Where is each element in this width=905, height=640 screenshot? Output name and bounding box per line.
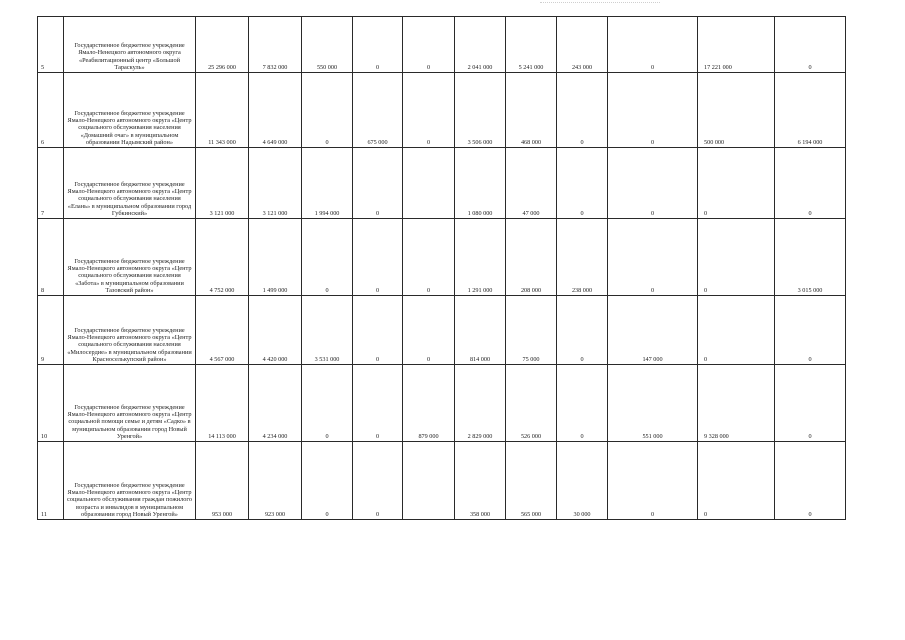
budget-table-container: [37, 16, 845, 520]
value-cell-6: 2 041 000: [455, 17, 506, 73]
value-cell-6: 3 506 000: [455, 73, 506, 148]
table-row: [38, 365, 846, 442]
row-number-cell: 10: [38, 365, 64, 442]
value-cell-11: 3 015 000: [775, 219, 846, 296]
value-cell-5: 879 000: [403, 365, 455, 442]
row-number-cell: 6: [38, 73, 64, 148]
institution-name-cell: Государственное бюджетное учреждение Ямало-Ненецкого автономного округа «Центр социального обслуживания населения «Забота» в муниципальном образовании Тазовский район»: [64, 219, 196, 296]
value-cell-8: 238 000: [557, 219, 608, 296]
value-cell-3: 0: [302, 442, 353, 520]
table-row: [38, 17, 846, 73]
value-cell-5: [403, 148, 455, 219]
value-cell-4: 0: [353, 442, 403, 520]
value-cell-7: 5 241 000: [506, 17, 557, 73]
value-cell-4: 675 000: [353, 73, 403, 148]
value-cell-7: 468 000: [506, 73, 557, 148]
value-cell-5: [403, 442, 455, 520]
value-cell-11: 0: [775, 296, 846, 365]
institution-name-cell: Государственное бюджетное учреждение Ямало-Ненецкого автономного округа «Центр социальной помощи семье и детям «Садко» в муниципальном образовании город Новый Уренгой»: [64, 365, 196, 442]
value-cell-1: 953 000: [196, 442, 249, 520]
value-cell-11: 6 194 000: [775, 73, 846, 148]
value-cell-4: 0: [353, 148, 403, 219]
value-cell-9: 0: [608, 442, 698, 520]
value-cell-7: 208 000: [506, 219, 557, 296]
value-cell-5: 0: [403, 296, 455, 365]
value-cell-3: 0: [302, 219, 353, 296]
value-cell-9: 0: [608, 219, 698, 296]
value-cell-10: 17 221 000: [698, 17, 775, 73]
value-cell-6: 358 000: [455, 442, 506, 520]
row-number-cell: 11: [38, 442, 64, 520]
value-cell-10: 0: [698, 296, 775, 365]
value-cell-1: 3 121 000: [196, 148, 249, 219]
institution-name-cell: Государственное бюджетное учреждение Ямало-Ненецкого автономного округа «Центр социального обслуживания населения «Домашний очаг» в муниципальном образовании Надымский район»: [64, 73, 196, 148]
value-cell-8: 0: [557, 73, 608, 148]
institution-name-cell: Государственное бюджетное учреждение Ямало-Ненецкого автономного округа «Центр социального обслуживания населения «Елань» в муниципальном образовании город Губкинский»: [64, 148, 196, 219]
value-cell-1: 4 752 000: [196, 219, 249, 296]
value-cell-5: 0: [403, 219, 455, 296]
value-cell-5: 0: [403, 17, 455, 73]
value-cell-10: 0: [698, 219, 775, 296]
value-cell-7: 565 000: [506, 442, 557, 520]
value-cell-10: 0: [698, 442, 775, 520]
value-cell-9: 0: [608, 17, 698, 73]
value-cell-9: 0: [608, 148, 698, 219]
value-cell-11: 0: [775, 365, 846, 442]
value-cell-8: 0: [557, 296, 608, 365]
institution-name-cell: Государственное бюджетное учреждение Ямало-Ненецкого автономного округа «Центр социального обслуживания граждан пожилого возраста и инвалидов в муниципальном образовании город Новый Уренгой»: [64, 442, 196, 520]
value-cell-11: 0: [775, 17, 846, 73]
value-cell-3: 0: [302, 365, 353, 442]
value-cell-8: 0: [557, 148, 608, 219]
value-cell-1: 4 567 000: [196, 296, 249, 365]
value-cell-2: 4 234 000: [249, 365, 302, 442]
value-cell-8: 243 000: [557, 17, 608, 73]
value-cell-3: 550 000: [302, 17, 353, 73]
value-cell-1: 25 296 000: [196, 17, 249, 73]
value-cell-2: 1 499 000: [249, 219, 302, 296]
value-cell-9: 147 000: [608, 296, 698, 365]
value-cell-2: 3 121 000: [249, 148, 302, 219]
value-cell-2: 923 000: [249, 442, 302, 520]
table-row: [38, 148, 846, 219]
value-cell-6: 1 291 000: [455, 219, 506, 296]
value-cell-4: 0: [353, 296, 403, 365]
value-cell-8: 30 000: [557, 442, 608, 520]
scan-artifact: [540, 2, 660, 7]
value-cell-9: 551 000: [608, 365, 698, 442]
value-cell-3: 0: [302, 73, 353, 148]
value-cell-7: 526 000: [506, 365, 557, 442]
value-cell-5: 0: [403, 73, 455, 148]
value-cell-6: 1 080 000: [455, 148, 506, 219]
table-row: [38, 219, 846, 296]
value-cell-3: 3 531 000: [302, 296, 353, 365]
value-cell-10: 500 000: [698, 73, 775, 148]
value-cell-6: 814 000: [455, 296, 506, 365]
value-cell-4: 0: [353, 219, 403, 296]
value-cell-10: 0: [698, 148, 775, 219]
value-cell-2: 4 649 000: [249, 73, 302, 148]
institution-name-cell: Государственное бюджетное учреждение Ямало-Ненецкого автономного округа «Реабилитационный центр «Большой Тараскуль»: [64, 17, 196, 73]
value-cell-4: 0: [353, 365, 403, 442]
value-cell-1: 14 113 000: [196, 365, 249, 442]
value-cell-10: 9 328 000: [698, 365, 775, 442]
table-row: [38, 296, 846, 365]
value-cell-2: 4 420 000: [249, 296, 302, 365]
value-cell-7: 75 000: [506, 296, 557, 365]
institution-name-cell: Государственное бюджетное учреждение Ямало-Ненецкого автономного округа «Центр социального обслуживания населения «Милосердие» в муниципальном образовании Красноселькупский район»: [64, 296, 196, 365]
value-cell-9: 0: [608, 73, 698, 148]
value-cell-1: 11 343 000: [196, 73, 249, 148]
value-cell-4: 0: [353, 17, 403, 73]
budget-table: [37, 16, 846, 520]
value-cell-8: 0: [557, 365, 608, 442]
value-cell-2: 7 832 000: [249, 17, 302, 73]
value-cell-11: 0: [775, 148, 846, 219]
value-cell-11: 0: [775, 442, 846, 520]
row-number-cell: 9: [38, 296, 64, 365]
table-row: [38, 442, 846, 520]
row-number-cell: 7: [38, 148, 64, 219]
row-number-cell: 8: [38, 219, 64, 296]
table-row: [38, 73, 846, 148]
value-cell-7: 47 000: [506, 148, 557, 219]
value-cell-3: 1 994 000: [302, 148, 353, 219]
table-body: [38, 17, 846, 520]
row-number-cell: 5: [38, 17, 64, 73]
value-cell-6: 2 829 000: [455, 365, 506, 442]
